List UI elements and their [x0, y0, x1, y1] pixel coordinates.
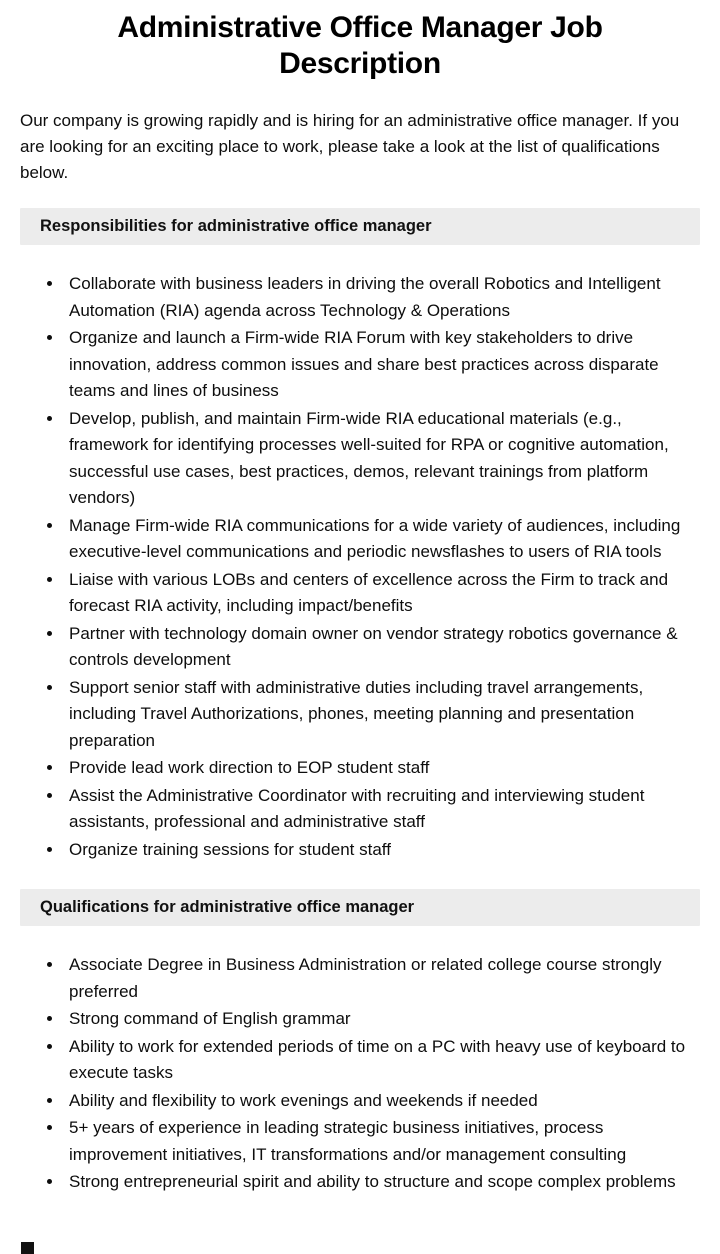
qualifications-list [20, 952, 700, 1196]
list-item: • Associate Degree in Business Administration or related college course strongly preferred [64, 952, 700, 1005]
list-item: • Support senior staff with administrative duties including travel arrangements, including Travel Authorizations, phones, meeting planning and presentation preparation [64, 675, 700, 755]
list-item: • Strong entrepreneurial spirit and ability to structure and scope complex problems [64, 1169, 700, 1196]
page-title: Administrative Office Manager Job Description [117, 11, 603, 80]
list-item: • Provide lead work direction to EOP student staff [64, 755, 700, 782]
list-item: • Organize and launch a Firm-wide RIA Forum with key stakeholders to drive innovation, address common issues and share best practices across disparate teams and lines of business [64, 325, 700, 405]
intro-paragraph: Our company is growing rapidly and is hiring for an administrative office manager. If you are looking for an exciting place to work, please take a look at the list of qualifications below. [20, 111, 680, 182]
responsibilities-heading: Responsibilities for administrative office manager [20, 208, 700, 245]
qualifications-section [20, 889, 700, 1196]
list-item: • Manage Firm-wide RIA communications for a wide variety of audiences, including executive-level communications and periodic newsflashes to users of RIA tools [64, 513, 700, 566]
list-item: • Organize training sessions for student staff [64, 837, 700, 864]
list-item: • Collaborate with business leaders in driving the overall Robotics and Intelligent Automation (RIA) agenda across Technology & Operations [64, 271, 700, 324]
list-item: • Ability and flexibility to work evenings and weekends if needed [64, 1088, 700, 1115]
responsibilities-section [20, 208, 700, 863]
list-item: • Assist the Administrative Coordinator with recruiting and interviewing student assistants, professional and administrative staff [64, 783, 700, 836]
list-item: • Develop, publish, and maintain Firm-wide RIA educational materials (e.g., framework for identifying processes well-suited for RPA or cognitive automation, successful use cases, best practices, demos, relevant trainings from platform vendors) [64, 406, 700, 512]
responsibilities-list [20, 271, 700, 863]
list-item: • Partner with technology domain owner on vendor strategy robotics governance & controls development [64, 621, 700, 674]
list-item: • Strong command of English grammar [64, 1006, 700, 1033]
list-item: • Liaise with various LOBs and centers of excellence across the Firm to track and forecast RIA activity, including impact/benefits [64, 567, 700, 620]
list-item: • 5+ years of experience in leading strategic business initiatives, process improvement initiatives, IT transformations and/or management consulting [64, 1115, 700, 1168]
qualifications-heading: Qualifications for administrative office manager [20, 889, 700, 926]
list-item: • Ability to work for extended periods of time on a PC with heavy use of keyboard to execute tasks [64, 1034, 700, 1087]
cutoff-logo-fragment [21, 1242, 34, 1254]
